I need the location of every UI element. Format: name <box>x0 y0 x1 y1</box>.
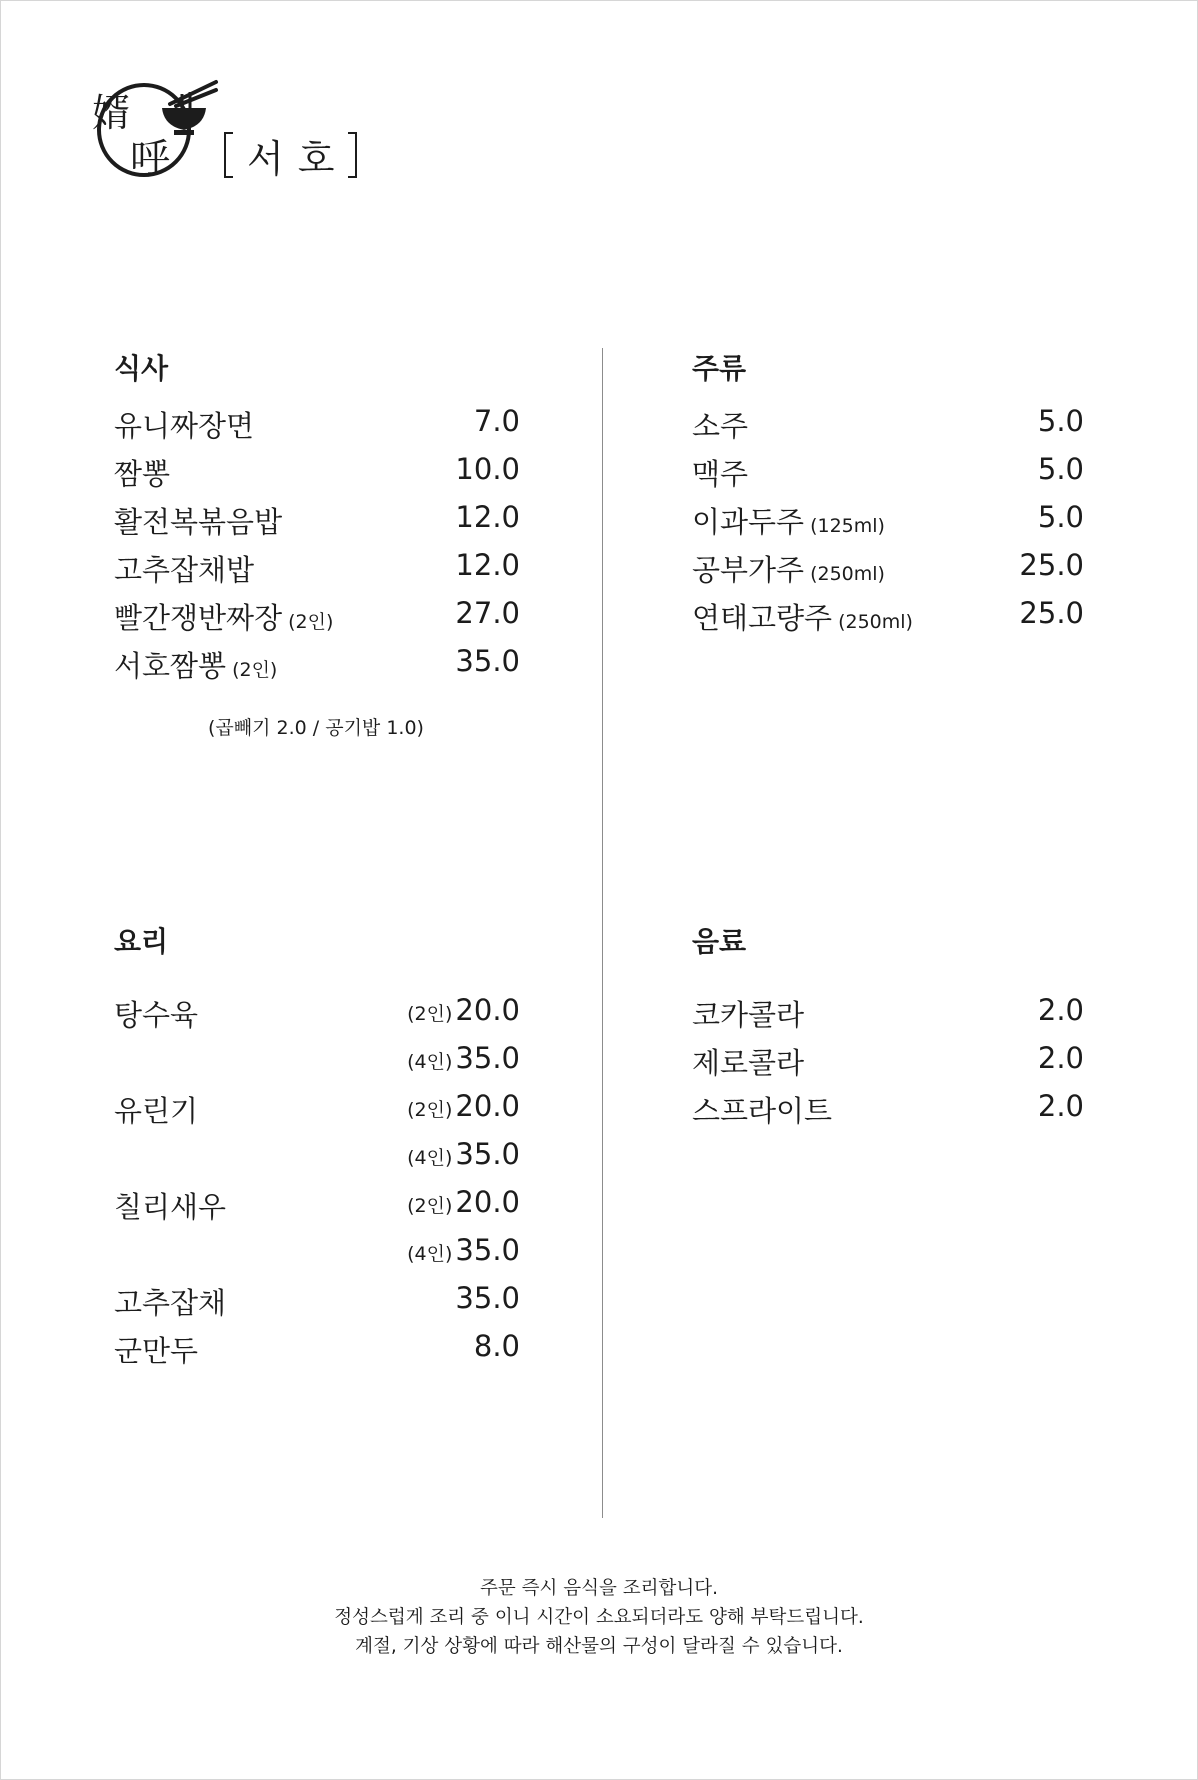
brand-title <box>224 128 357 182</box>
menu-item <box>114 644 520 692</box>
menu-item <box>114 1137 520 1185</box>
item-name: 짬뽕 <box>114 457 171 491</box>
menu-item <box>114 596 520 644</box>
menu-item <box>114 1233 520 1281</box>
item-price: 12.0 <box>455 548 520 582</box>
footer-line: 주문 즉시 음식을 조리합니다. <box>480 1578 718 1599</box>
item-note: (125ml) <box>810 515 885 537</box>
menu-item <box>692 548 1084 596</box>
menu-item <box>692 1089 1084 1137</box>
section-liquor <box>692 347 1084 667</box>
item-price: (4인) 35.0 <box>407 1137 520 1171</box>
section-drinks <box>692 920 1084 1160</box>
item-price: 5.0 <box>1037 452 1084 486</box>
item-name: 스프라이트 <box>692 1094 833 1128</box>
item-price: 7.0 <box>473 404 520 438</box>
item-note: (2인) <box>232 659 278 681</box>
menu-item <box>692 404 1084 452</box>
logo-char-top: 婿 <box>92 91 131 135</box>
logo-char-bottom: 呼 <box>130 136 170 182</box>
left-bracket <box>224 132 233 178</box>
footer-line: 정성스럽게 조리 중 이니 시간이 소요되더라도 양해 부탁드립니다. <box>334 1607 864 1628</box>
menu-item <box>692 500 1084 548</box>
item-qty: (4인) <box>407 1147 453 1169</box>
item-name: 유니짜장면 <box>114 409 255 443</box>
item-price: 8.0 <box>473 1329 520 1363</box>
item-name: 제로콜라 <box>692 1046 805 1080</box>
item-name: 맥주 <box>692 457 749 491</box>
item-price: 35.0 <box>455 1281 520 1315</box>
menu-item <box>692 1041 1084 1089</box>
item-qty: (2인) <box>407 1099 453 1121</box>
menu-item <box>692 452 1084 500</box>
right-bracket <box>348 132 357 178</box>
section-meal <box>114 347 520 747</box>
menu-item <box>114 1185 520 1233</box>
item-price: (2인) 20.0 <box>407 1185 520 1219</box>
section-title: 식사 <box>114 352 169 385</box>
item-price: 25.0 <box>1019 548 1084 582</box>
menu-item <box>692 993 1084 1041</box>
item-note: (250ml) <box>838 611 913 633</box>
item-name: 칠리새우 <box>114 1190 227 1224</box>
item-qty: (4인) <box>407 1051 453 1073</box>
item-name: 공부가주 (250ml) <box>692 553 885 587</box>
item-price: (4인) 35.0 <box>407 1233 520 1267</box>
menu-item <box>114 548 520 596</box>
menu-item <box>114 404 520 452</box>
menu-item <box>114 1281 520 1329</box>
item-name: 군만두 <box>114 1334 199 1368</box>
footer-notice <box>0 1574 1198 1661</box>
menu-item <box>114 1041 520 1089</box>
item-price: 27.0 <box>455 596 520 630</box>
menu-item <box>114 500 520 548</box>
item-name: 연태고량주 (250ml) <box>692 601 913 635</box>
item-note: (250ml) <box>810 563 885 585</box>
item-name: 탕수육 <box>114 998 199 1032</box>
item-name: 이과두주 (125ml) <box>692 505 885 539</box>
menu-item <box>114 452 520 500</box>
item-price: (4인) 35.0 <box>407 1041 520 1075</box>
item-name: 고추잡채밥 <box>114 553 255 587</box>
item-name: 서호짬뽕 (2인) <box>114 649 278 683</box>
menu-item <box>692 596 1084 644</box>
item-price: 2.0 <box>1037 993 1084 1027</box>
item-price: 10.0 <box>455 452 520 486</box>
restaurant-logo <box>90 74 220 184</box>
item-name: 활전복볶음밥 <box>114 505 283 539</box>
item-price: 5.0 <box>1037 404 1084 438</box>
item-price: (2인) 20.0 <box>407 993 520 1027</box>
item-price: 2.0 <box>1037 1089 1084 1123</box>
item-price: 25.0 <box>1019 596 1084 630</box>
item-name: 유린기 <box>114 1094 199 1128</box>
item-note: (2인) <box>288 611 334 633</box>
item-qty: (2인) <box>407 1195 453 1217</box>
column-divider <box>602 348 603 1518</box>
section-title: 주류 <box>692 352 747 385</box>
brand-name: 서호 <box>247 136 349 181</box>
item-price: 12.0 <box>455 500 520 534</box>
footer-line: 계절, 기상 상황에 따라 해산물의 구성이 달라질 수 있습니다. <box>355 1636 843 1657</box>
extras-note: (곱빼기 2.0 / 공기밥 1.0) <box>208 717 424 739</box>
item-name: 코카콜라 <box>692 998 805 1032</box>
section-title: 음료 <box>692 925 747 958</box>
item-price: 35.0 <box>455 644 520 678</box>
item-price: (2인) 20.0 <box>407 1089 520 1123</box>
menu-item <box>114 993 520 1041</box>
menu-item <box>114 1089 520 1137</box>
section-dishes <box>114 920 520 1370</box>
item-name: 소주 <box>692 409 749 443</box>
item-qty: (2인) <box>407 1003 453 1025</box>
item-price: 5.0 <box>1037 500 1084 534</box>
item-price: 2.0 <box>1037 1041 1084 1075</box>
item-name: 고추잡채 <box>114 1286 227 1320</box>
item-name: 빨간쟁반짜장 (2인) <box>114 601 334 635</box>
item-qty: (4인) <box>407 1243 453 1265</box>
section-title: 요리 <box>114 925 169 958</box>
menu-item <box>114 1329 520 1377</box>
